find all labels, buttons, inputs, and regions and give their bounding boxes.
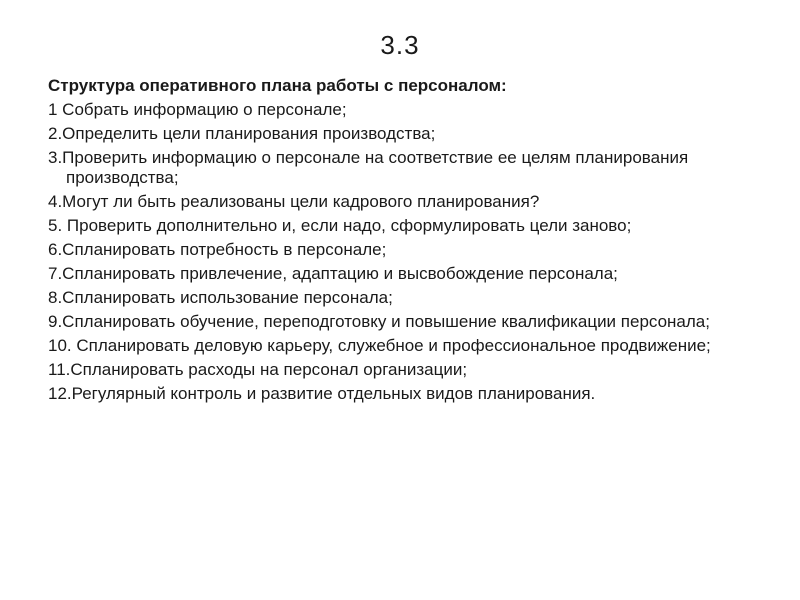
step-item-7: 7.Спланировать привлечение, адаптацию и высвобождение персонала;: [48, 264, 618, 283]
step-item-1: 1 Собрать информацию о персонале;: [48, 100, 347, 119]
step-item-3: 3.Проверить информацию о персонале на соответствие ее целям планирования производства;: [48, 148, 689, 187]
step-item-11: 11.Спланировать расходы на персонал организации;: [48, 360, 468, 379]
slide-number: 3.3: [380, 30, 420, 60]
step-item-2: 2.Определить цели планирования производства;: [48, 124, 436, 143]
step-item-9: 9.Спланировать обучение, переподготовку и повышение квалификации персонала;: [48, 312, 710, 331]
step-item-8: 8.Спланировать использование персонала;: [48, 288, 393, 307]
step-item-5: 5. Проверить дополнительно и, если надо, сформулировать цели заново;: [48, 216, 632, 235]
step-item-6: 6.Спланировать потребность в персонале;: [48, 240, 387, 259]
slide-content: [48, 76, 768, 408]
step-item-4: 4.Могут ли быть реализованы цели кадрового планирования?: [48, 192, 540, 211]
steps-list: [48, 100, 768, 404]
slide-heading: Структура оперативного плана работы с персоналом:: [48, 76, 507, 95]
step-item-12: 12.Регулярный контроль и развитие отдельных видов планирования.: [48, 384, 596, 403]
step-item-10: 10. Спланировать деловую карьеру, служебное и профессиональное продвижение;: [48, 336, 711, 355]
